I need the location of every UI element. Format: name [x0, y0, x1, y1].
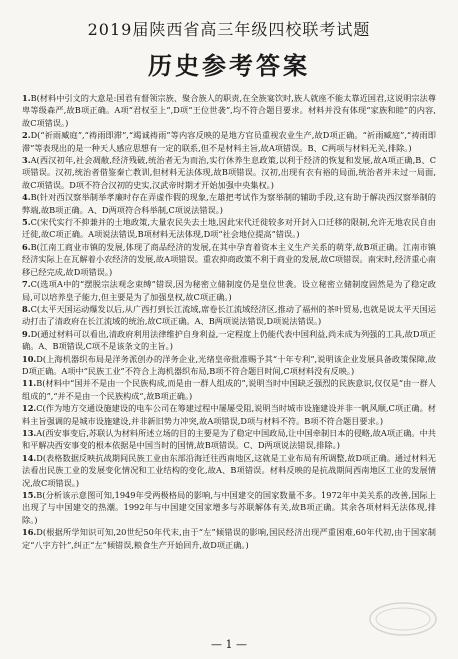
page-number: — 1 — [211, 638, 247, 651]
answer-number: 3. [22, 155, 31, 166]
answer-number: 7. [22, 279, 31, 290]
answer-number: 11. [22, 378, 37, 389]
answer-item [22, 191, 436, 216]
answer-number: 12. [22, 403, 37, 414]
answer-text: D(表格数据反映抗战期间民族工业由东部沿海迁往西南地区,这就是工业布局有所调整,故D项正确。通过材料无法看出民族工业的发展变化情况和工业结构的变化,故A、B项错误。材料反映的是抗战期间西南地区工业的发展情况,故C项错误。) [22, 452, 436, 488]
answer-number: 6. [22, 241, 31, 252]
answer-text: D(通过材料可以看出,清政府利用法律维护自身利益,一定程度上仍能代表中国利益,尚未成为列强的工具,故D项正确。A、B项错误,C项不是该条文的主旨。) [22, 328, 436, 352]
answer-text: A(西安事变后,苏联认为材料所述立场的目的主要是为了稳定中国政局,让中国牵制日本的侵略,故A项正确。中共和平解决西安事变的根本依据是中国当时的国情,故B项错误。C、D两项说法错误,排除。) [22, 427, 436, 451]
answer-number: 8. [22, 303, 31, 314]
answer-item [22, 402, 436, 427]
answer-list [22, 92, 436, 551]
answer-number: 14. [22, 452, 37, 463]
answer-item [22, 92, 436, 129]
answer-number: 16. [22, 527, 37, 538]
answer-item [22, 452, 436, 489]
answer-item [22, 129, 436, 154]
answer-text: D(根据所学知识可知,20世纪50年代末,由于“左”倾错误的影响,国民经济出现严重困难,60年代初,由于国家制定“八字方针”,纠正“左”倾错误,粮食生产开始回升,故D项正确。) [22, 527, 436, 550]
answer-item [22, 353, 436, 378]
answer-number: 10. [22, 353, 37, 364]
answer-item [22, 526, 436, 551]
answer-item [22, 216, 436, 241]
answer-number: 5. [22, 217, 31, 228]
exam-header: 2019届陕西省高三年级四校联考试题 [87, 20, 371, 39]
answer-text: B(材料中引文的大意是:国君有督领宗族、聚合族人的职责,在全族宴饮时,族人就座不能太靠近国君,这说明宗法尊卑等级森严,故B项正确。A项“君权至上”,D项“王位世袭”,均不符合题目要求。材料并没有体现“家族和睦”的内容,故C项错误。) [22, 93, 436, 128]
answer-number: 4. [22, 192, 31, 203]
answer-item [22, 241, 436, 278]
answer-text: B(江南工商业市镇的发展,体现了商品经济的发展,在其中孕育着资本主义生产关系的萌芽,故B项正确。江南市镇经济实际上在瓦解着小农经济的发展,故A项错误。重农抑商政策不利于商业的发展,故C项错误。南宋时,经济重心南移已经完成,故D项错误。) [22, 241, 436, 277]
answer-text: B(材料中“国并不是由一个民族构成,而是由一群人组成的”,说明当时中国缺乏强烈的民族意识,仅仅是“由一群人组成的”,“并不是由一个民族构成”,故B项正确。) [22, 378, 436, 401]
watermark-stamp [368, 601, 438, 637]
answer-text: C(选项A中的“摆脱宗法观念束缚”错误,因为秘密立储制度仍是皇位世袭。设立秘密立储制度固然是为了稳定政局,可以培养皇子能力,但主要是为了加强皇权,故C项正确。) [22, 279, 436, 302]
answer-text: B(分析该示意图可知,1949年受两极格局的影响,与中国建交的国家数量不多。1972年中美关系的改善,国际上出现了与中国建交的热潮。1992年与中国建交国家增多与苏联解体有关,故B项正确。其余各项材料无法体现,排除。) [22, 490, 436, 525]
answer-number: 13. [22, 427, 37, 438]
answer-item [22, 278, 436, 303]
answer-text: C(太平天国运动爆发以后,从广西打到长江流域,席卷长江流域经济区,推动了福州的茶叶贸易,也就是说太平天国运动打击了清政府在长江流域的统治,故C项正确。A、B两项说法错误,D项说法错误。) [22, 303, 436, 327]
answer-text: A(西汉初年,社会凋敝,经济残破,统治者无为而治,实行休养生息政策,以利于经济的恢复和发展,故A项正确,B、C项错误。汉初,统治者借鉴秦亡教训,但材料无法体现,故B项错误。汉初,出现有衣有裕的局面,统治者并未过一局面,故C项错误。D项不符合汉初的史实,汉武帝时期才开始加强中央集权。) [22, 155, 436, 190]
answer-item [22, 328, 436, 353]
answer-item [22, 489, 436, 526]
answer-text: C(作为地方交通设施建设的电车公司在筹建过程中屡屡受阻,说明当时城市设施建设并非一帆风顺,C项正确。材料主旨强调的是城市设施建设,并非新旧势力冲突,故A项错误,D项与材料不符。B项不符合题目要求。) [22, 403, 436, 426]
answer-item [22, 154, 436, 191]
answer-item [22, 377, 436, 402]
answer-number: 9. [22, 328, 31, 339]
answer-number: 15. [22, 490, 37, 500]
answer-item [22, 427, 436, 452]
answer-text: C(宋代实行不抑兼并的土地政策,大量农民失去土地,因此宋代迁徙较多对开封入口迁移的限制,允许无地农民自由迁徙,故C项正确。A项说法错误,B项材料无法体现,D项“社会地位提高”错误。) [22, 217, 436, 240]
answer-text: D(上海机器织布局是洋务派创办的洋务企业,光绪皇帝批准赐予其“十年专利”,说明该企业发展具备政策保障,故D项正确。A项中“民族工业”不符合上海机器织布局,B项不符合题目时间,C项材料没有反映。) [22, 353, 436, 376]
answer-number: 1. [22, 93, 31, 103]
answer-item [22, 303, 436, 328]
page-title: 历史参考答案 [148, 51, 310, 80]
answer-text: B(针对西汉察举制举孝廉时存在弄虚作假的现象,左雄把考试作为察举制的辅助手段,这有助于解决西汉察举制的弊端,故B项正确。A、D两项符合科举制,C项说法错误。) [22, 192, 436, 215]
answer-number: 2. [22, 130, 31, 141]
answer-text: D(“祈雨臧庭”,“祷雨即滞”,“竭诚祷雨”等内容反映的是地方官员重视农业生产,故D项正确。“祈雨臧庭”,“祷雨即滞”等表现出的是一种天人感应思想有一定的联系,但不是材料主旨,故A项错误。B、C两项与材料无关,排除。) [22, 130, 436, 153]
